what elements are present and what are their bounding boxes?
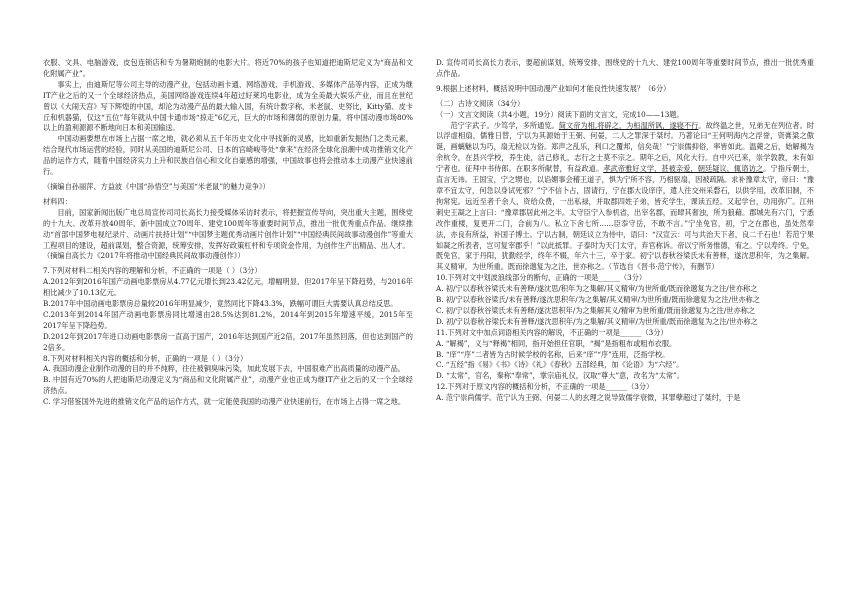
- right-column: [436, 58, 814, 404]
- subsection-heading: （一）文言文阅读（共4小题，19分）阅读下面的文言文，完成10——13题。: [436, 109, 684, 119]
- passage-text: 范宁字武子。少笃学，多所通览。: [450, 120, 559, 130]
- question-11-option-a: A. “解褐”，义与“释褐”相同，指开始担任官职，“褐”是指粗布或粗布衣服。: [436, 338, 677, 348]
- question-10-option-b: B. 初/宁以春秋谷梁氏/未有善释/遂沈思积年/为之集解/其义精审/为世所重/既而徐邈复为之注/世亦称之: [436, 295, 760, 305]
- question-12-option-a: A. 范宁崇尚儒学。范宁认为王弼、何晏二人的玄理之说导致儒学衰微，其罪孽超过了桀纣，于是: [436, 393, 741, 403]
- question-7-option-c: C.2013年到2014年国产动画电影票房同比增速由28.5%达到81.2%，2014年到2015年增速平缓，2015年至2017年呈下降趋势。: [43, 309, 413, 330]
- question-11-option-c: C. “五经”指《易》《书》《诗》《礼》《春秋》五部经典，加《论语》为“六经”。: [436, 360, 684, 370]
- paragraph: 目前，国家新闻出版广电总局宣传司司长高长力接受媒体采访时表示，将把握宣传导向，突出重大主题，围绕党的十九大、改革开放40周年、新中国成立70周年、建党100周年等重要时间节点，推出一批优秀重点作品。继续推动“首部中国梦电视纪录片、动画片扶持计划”“中国梦主题优秀动画片创作计划”“中国经典民间故事动漫创作”等重大工程项目的建设，超前谋划，整合资源，统筹安排，发挥好政策杠杆和专项资金作用，为创作生产出精品、出人才。: [43, 207, 413, 250]
- question-7-option-a: A.2012年到2016年国产动画电影票房从4.77亿元增长到23.42亿元，增幅明显，但2017年呈下降趋势，与2016年相比减少了10.13亿元。: [43, 277, 413, 298]
- question-7-stem: 7.下列对材料二相关内容的理解和分析，不正确的一项是（ ）（3分）: [43, 266, 262, 276]
- question-9: 9.根据上述材料，概括说明中国动漫产业如何才能良性快速发展？（6分）: [436, 83, 671, 93]
- paragraph: 中国动画要想在市场上占据一席之地，就必须从五千年历史文化中寻找新的灵感，比如重新发掘热门之类元素，结合现代市场运营的经验，同时从美国的迪斯尼公司、日本的宫崎峻等处“拿来”在经济全球化浪潮中成功推销文化产品的运作方式，随着中国经济实力上升和民族自信心和文化自豪感的增强，中国故事也将会推动本土动漫产业快速前行。: [43, 134, 413, 177]
- question-10-stem: 10.下列对文中划波浪线部分的断句，正确的一项是______（3分）: [436, 273, 647, 283]
- question-11-stem: 11.下列对文中加点词语相关内容的解说，不正确的一项是______（3分）: [436, 327, 668, 337]
- question-12-stem: 12.下列对于原文内容的概括和分析，不正确的一项是______（3分）: [436, 382, 654, 392]
- material-heading: 材料四：: [43, 196, 72, 206]
- question-8-option-d: D. 宣传司司长高长力表示，要超前谋划，统筹安排，围绕党的十九大、建党100周年等重要时间节点，推出一批优秀重点作品。: [436, 58, 814, 78]
- paragraph: 事实上，由迪斯尼等公司主导的动漫产业，包括动画卡通、网络游戏、手机游戏、多媒体产品等内容，正成为继IT产业之后的又一个全球经济热点，美国网络游戏连续4年超过好莱坞电影业，成为全美最大娱乐产业，而且在世纪曾以《大闹天宫》写下辉煌的中国，却沦为动漫产品的最大输入国，有统计数字称，米老鼠、史努比，Kitty猫、皮卡丘和机器猫，仅这“五位”每年就从中国卡通市场“掠走”6亿元，巨大的市场和薄弱的原创力量，将中国动漫市场80%以上的盈利源源不断地向日本和美国输送。: [43, 79, 413, 133]
- question-7-option-b: B.2017年中国动画电影票房总量较2016年明显减少，竟然同比下降43.3%，跌幅可谓巨大需要认真总结反思。: [43, 299, 398, 309]
- question-7-option-d: D.2012年到2017年进口动画电影票房一直高于国产，2016年达到国产近2倍，2017年虽然回落，但也达到国产的2倍多。: [43, 331, 413, 352]
- classical-passage: [436, 121, 814, 274]
- question-8-option-b: B. 中国有近70%的人把迪斯尼动漫定义为“商品和文化附属产业”，动漫产业也正成为继IT产业之后的又一个全球经济热点。: [43, 375, 413, 396]
- source-citation: （摘编自孙丽萍、方益波《中国“孙悟空”与美国“米老鼠”的魅力竞争》）: [43, 181, 270, 191]
- question-10-option-d: D. 初/宁以春秋谷梁氏未有善释/遂沈思积年/为之集解/其义精审/为世所重/既而徐邈复为之注/世亦称之: [436, 316, 758, 326]
- question-8-stem: 8.下列对材料相关内容的概括和分析，正确的一项是（ ）（3分）: [43, 353, 248, 363]
- question-10-option-a: A. 初/宁以春秋谷梁氏未有善释/遂沈思/积年为之集解/其义精审/为世所重/既而徐邈复为之注/世亦称之: [436, 284, 758, 294]
- source-citation: （摘编自高长力《2017年将推动中国经典民间故事动漫创作》）: [43, 251, 245, 261]
- question-8-option-a: A. 我国动漫企业制作动漫的目的并不纯粹，往往被铜臭味污染，加此发展下去，中国很难产出高质量的动漫产品。: [43, 364, 405, 374]
- paragraph: 衣服、文具、电脑游戏，皮包连锁店和专为暑期炮制的电影大片。将近70%的孩子也知道把迪斯尼定义为“商品和文化附属产业”。: [43, 58, 413, 78]
- question-8-option-c: C. 学习借鉴国外先进的推销文化产品的运作方式，就一定能使我国的动漫产业快速前行，在市场上占得一席之地。: [43, 397, 406, 407]
- section-heading: （二）古诗文阅读（34分）: [436, 98, 525, 108]
- question-11-option-d: D. “太常”，官名，秦称“奉常”，掌宗庙礼仪，汉取“尊大”意，改名为“太常”。: [436, 371, 684, 381]
- question-10-option-c: C. 初/宁以春秋谷梁氏未有善释/遂沈思积年/为之集解其义/精审为世所重/既而徐邈复为之注/世亦称之: [436, 305, 756, 315]
- underlined-sentence: 孝武帝雅好文学，甚被亲爱，朝廷疑议，辄谘访之: [603, 164, 764, 174]
- left-column: [43, 58, 413, 408]
- passage-text: 。宁指斥朝士，直言无讳。王国宝，宁之甥也，以谄媚事会稽王道子，惧为宁所不容，乃相驱扇，因被疏隔。求补豫章太守，帝曰：“豫章不宜太守，何急以身试死邪？”宁不信卜占，固请行，宁在郡大设庠序，遣人往交州采磬石，以供学用，改革旧制，不拘常宪。远近至者千余人，资给众费，一出私禄，并取郡四姓子弟，皆充学生，课读五经。又起学台，功用弥广。江州刺史王凝之上言曰：“豫章郡居此州之半。太守臣宁入参机省，出宰名郡，而肆其奢浊，所为狼藉。郡城先有六门，宁悉改作重楼，复更开二门，合前为八。私立下舍七所……臣忝守岳，不敢不言。”宁坐免官，初，宁之在郡也，虽处然奉法，亦良有所益，补国子博士。宁以古制，朝廷议立为侍中，语曰：“汉宣云：可与共治天下者，良二千石也！若范宁果如凝之所表者，岂可复宰郡乎！”以此抵罪。子泰时为天门太守，弃官称诉。帝以宁所务惟德，宥之。宁以寿终。宁免，既免官，家于丹阳，犹勤经学，终年不辍，年六十三，卒于家。初宁以春秋谷梁氏未有善释，遂沈思积年，为之集解。其义精审，为世所重。既而徐邈复为之注，世亦称之。（节选自《晋书·范宁传》，有删节）: [436, 164, 814, 272]
- passage-text: 。故终温之世，兄弟无在列位者。时以浮虚相扇，儒雅日替，宁以为其源始于王弼、何晏，二人之罪深于桀纣。乃著论曰“王何明海内之浮誉，资膏粱之傲诞，画螭魅以为巧，扇无检以为俗。郑声之乱乐，利口之覆邦，信矣哉！”宁崇儒抑俗，率皆如此。温薨之后，始解褐为余杭令，在县兴学校，养生徒，洁己修礼，志行之士莫不宗之。期年之后，风化大行。自中兴已来，崇学敦教，未有如宁者也。征拜中书侍郎。在职多所献替，有益政道。: [436, 120, 814, 174]
- question-11-option-b: B. “庠”“序”二者皆为古时候学校的名称，后来“庠”“序”连用，泛指学校。: [436, 349, 670, 359]
- underlined-sentence: 简文帝为相,将辟之，为桓温所讽，遂寝不行: [558, 120, 699, 130]
